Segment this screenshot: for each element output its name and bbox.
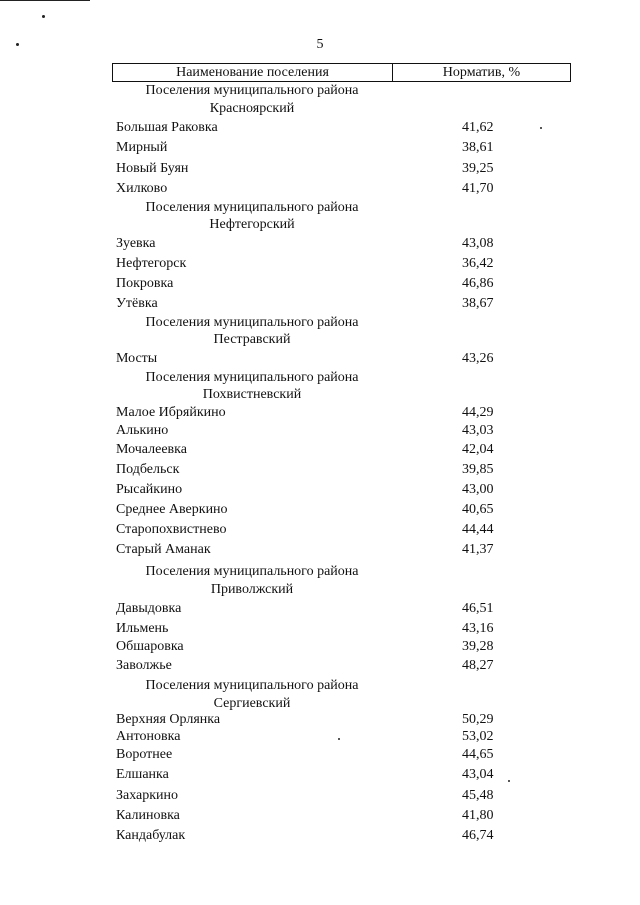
group-heading: Поселения муниципального района — [145, 315, 359, 330]
settlement-name: Среднее Аверкино — [116, 502, 228, 517]
settlement-name: Старый Аманак — [116, 542, 211, 557]
norm-value: 46,86 — [462, 276, 494, 291]
norm-value: 41,80 — [462, 808, 494, 823]
norm-value: 43,03 — [462, 423, 494, 438]
group-heading: Поселения муниципального района — [145, 564, 359, 579]
norm-value: 41,62 — [462, 120, 494, 135]
settlement-name: Воротнее — [116, 747, 173, 762]
settlement-name: Алькино — [116, 423, 169, 438]
scan-speck — [508, 780, 510, 782]
group-heading: Поселения муниципального района — [145, 370, 359, 385]
table-header — [112, 63, 571, 82]
column-header-norm: Норматив, % — [442, 65, 521, 80]
norm-value: 39,25 — [462, 161, 494, 176]
scan-speck — [0, 0, 90, 1]
norm-value: 53,02 — [462, 729, 494, 744]
settlement-name: Утёвка — [116, 296, 158, 311]
group-heading-district: Сергиевский — [213, 696, 291, 711]
column-header-settlement: Наименование поселения — [176, 65, 329, 80]
norm-value: 38,67 — [462, 296, 494, 311]
settlement-name: Зуевка — [116, 236, 156, 251]
norm-value: 44,44 — [462, 522, 494, 537]
group-heading-district: Приволжский — [210, 582, 294, 597]
norm-value: 46,74 — [462, 828, 494, 843]
norm-value: 43,08 — [462, 236, 494, 251]
norm-value: 43,26 — [462, 351, 494, 366]
settlement-name: Заволжье — [116, 658, 172, 673]
norm-value: 48,27 — [462, 658, 494, 673]
norm-value: 39,85 — [462, 462, 494, 477]
norm-value: 43,04 — [462, 767, 494, 782]
group-heading-district: Красноярский — [209, 101, 295, 116]
settlement-name: Новый Буян — [116, 161, 189, 176]
settlement-name: Старопохвистнево — [116, 522, 227, 537]
norm-value: 45,48 — [462, 788, 494, 803]
settlement-name: Хилково — [116, 181, 168, 196]
norm-value: 42,04 — [462, 442, 494, 457]
group-heading: Поселения муниципального района — [145, 678, 359, 693]
norm-value: 41,37 — [462, 542, 494, 557]
norm-value: 43,16 — [462, 621, 494, 636]
norm-value: 44,65 — [462, 747, 494, 762]
norm-value: 44,29 — [462, 405, 494, 420]
norm-value: 43,00 — [462, 482, 494, 497]
page-number: 5 — [316, 37, 324, 52]
norm-value: 40,65 — [462, 502, 494, 517]
settlement-name: Кандабулак — [116, 828, 186, 843]
settlement-name: Ильмень — [116, 621, 169, 636]
settlement-name: Верхняя Орлянка — [116, 712, 221, 727]
settlement-name: Покровка — [116, 276, 174, 291]
norm-value: 41,70 — [462, 181, 494, 196]
group-heading-district: Похвистневский — [202, 387, 302, 402]
settlement-name: Рысайкино — [116, 482, 183, 497]
settlement-name: Подбельск — [116, 462, 180, 477]
settlement-name: Обшаровка — [116, 639, 184, 654]
settlement-name: Малое Ибряйкино — [116, 405, 226, 420]
scan-speck — [16, 43, 19, 46]
group-heading-district: Пестравский — [213, 332, 291, 347]
norm-value: 50,29 — [462, 712, 494, 727]
group-heading: Поселения муниципального района — [145, 200, 359, 215]
settlement-name: Большая Раковка — [116, 120, 218, 135]
scan-speck — [42, 15, 45, 18]
scan-speck — [338, 738, 340, 740]
norm-value: 46,51 — [462, 601, 494, 616]
norm-value: 36,42 — [462, 256, 494, 271]
settlement-name: Мосты — [116, 351, 158, 366]
settlement-name: Захаркино — [116, 788, 179, 803]
scan-speck — [540, 127, 542, 129]
settlement-name: Давыдовка — [116, 601, 182, 616]
settlement-name: Калиновка — [116, 808, 180, 823]
group-heading-district: Нефтегорский — [209, 217, 295, 232]
norm-value: 38,61 — [462, 140, 494, 155]
settlement-name: Мочалеевка — [116, 442, 187, 457]
group-heading: Поселения муниципального района — [145, 83, 359, 98]
norm-value: 39,28 — [462, 639, 494, 654]
settlement-name: Елшанка — [116, 767, 169, 782]
settlement-name: Антоновка — [116, 729, 181, 744]
settlement-name: Мирный — [116, 140, 168, 155]
settlement-name: Нефтегорск — [116, 256, 187, 271]
